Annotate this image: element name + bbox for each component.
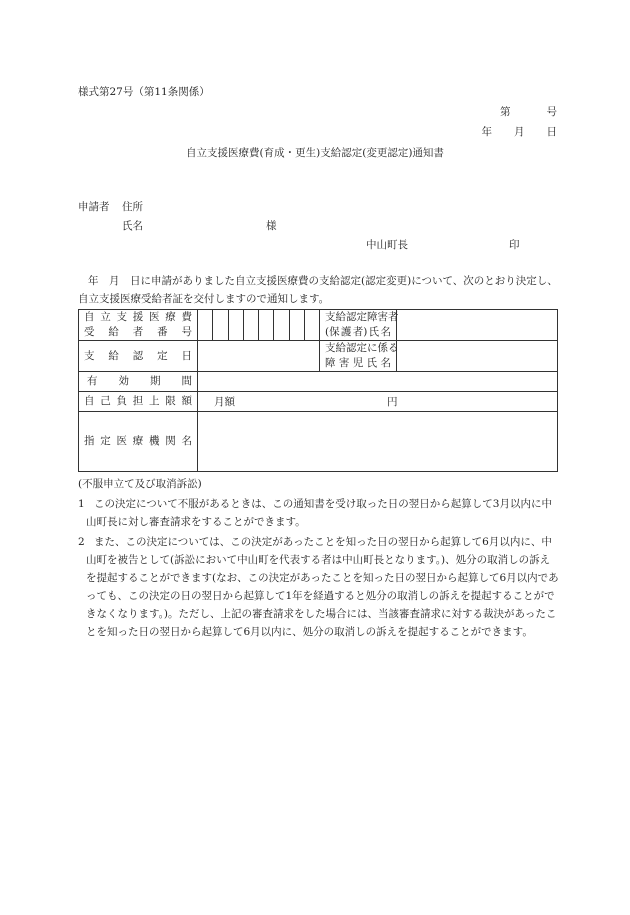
label-char: 給	[335, 311, 346, 323]
form-label: 様式第27号（第11条関係）	[78, 86, 210, 98]
appeal-item-2-number: 2	[78, 536, 85, 548]
digit-box[interactable]	[259, 310, 274, 340]
appeal-item-2-text: また、この決定については、この決定があったことを知った日の翌日から起算して6月以内に、中山町を被告として(訴訟において中山町を代表する者は中山町長となります。)、処分の取消しの訴えを提起することができます(なお、この決定があったことを知った日の翌日から起算して6月以内であっても、この決定の日の翌日から起算して1年を経過すると処分の取消しの訴えを提起することができなくなります。)。ただし、上記の審査請求をした場合には、当該審査請求に対する裁決があったことを知った日の翌日から起算して6月以内に、処分の取消しの訴えを提起することができます。	[86, 536, 559, 638]
label-char: 認	[346, 342, 357, 354]
designated-institution-label	[79, 412, 198, 472]
label-char: 認	[132, 349, 144, 362]
copay-limit-text	[79, 394, 197, 409]
label-char: 認	[346, 311, 357, 323]
label-char: 氏	[368, 326, 380, 338]
certification-date-label	[79, 341, 198, 372]
label-char: 定	[356, 342, 367, 354]
label-char: 費	[181, 311, 192, 323]
label-char: 支	[116, 311, 127, 323]
label-char: 給	[108, 326, 119, 338]
label-char: 護	[340, 326, 352, 338]
label-char: 負	[116, 395, 127, 407]
label-char: 医	[116, 435, 127, 447]
child-name-value[interactable]	[397, 341, 558, 372]
label-char: 指	[84, 435, 95, 447]
date-day: 日	[546, 126, 557, 138]
label-char: 害	[377, 311, 388, 323]
copay-limit-value[interactable]	[198, 392, 558, 412]
honorific-sama: 様	[266, 220, 277, 232]
label-char: 間	[181, 375, 192, 387]
label-char: 名	[181, 435, 192, 447]
label-char: 支	[84, 349, 95, 362]
label-char: 己	[100, 395, 111, 407]
label-char: 害	[338, 357, 350, 369]
seal-mark: 印	[509, 239, 520, 251]
child-name-line1	[320, 341, 399, 356]
monthly-label: 月額	[214, 396, 235, 408]
label-char: 給	[108, 349, 119, 362]
copay-limit-label	[79, 392, 198, 412]
recipient-number-label	[79, 310, 198, 341]
label-char: 関	[165, 435, 176, 447]
label-char: 療	[165, 311, 176, 323]
label-char: 日	[181, 349, 192, 362]
label-char: 援	[132, 311, 144, 323]
label-char: 有	[87, 375, 98, 387]
recipient-number-boxes[interactable]	[198, 310, 320, 341]
label-char: 額	[181, 395, 192, 407]
label-char: 障	[325, 357, 336, 369]
notice-body: 年 月 日に申請がありました自立支援医療費の支給認定(認定変更)について、次のとおり決定し、自立支援医療受給者証を交付しますので通知します。	[78, 275, 558, 305]
appeal-title: (不服申立て及び取消訴訟)	[78, 478, 202, 490]
label-char: 療	[132, 435, 144, 447]
address-label: 住所	[122, 201, 143, 213]
label-char: (保	[325, 326, 340, 338]
label-char: 支	[325, 311, 336, 323]
certified-person-line1	[320, 310, 399, 325]
certified-person-name-value[interactable]	[397, 310, 558, 341]
digit-box[interactable]	[305, 310, 319, 340]
date-month: 月	[514, 126, 525, 138]
label-char: 係	[377, 342, 388, 354]
label-char: 期	[150, 375, 161, 387]
label-char: 支	[325, 342, 336, 354]
validity-period-label	[79, 372, 198, 392]
validity-period-value[interactable]	[198, 372, 558, 392]
label-char: 立	[100, 311, 111, 323]
label-char: 定	[356, 311, 367, 323]
mayor-title: 中山町長	[366, 239, 408, 251]
name-label: 氏名	[122, 220, 143, 232]
appeal-item-1-number: 1	[78, 498, 85, 510]
certification-date-value[interactable]	[198, 341, 320, 372]
document-number	[500, 104, 557, 119]
label-char: 給	[335, 342, 346, 354]
label-char: 者	[388, 311, 399, 323]
page-title: 自立支援医療費(育成・更生)支給認定(変更認定)通知書	[186, 147, 444, 159]
label-char: 定	[100, 435, 111, 447]
label-char: 定	[157, 349, 168, 362]
recipient-number-line2	[79, 325, 197, 340]
label-char: 効	[118, 375, 129, 387]
label-char: 担	[132, 395, 144, 407]
designated-institution-value[interactable]	[198, 412, 558, 472]
certified-person-name-label	[320, 310, 397, 341]
label-char: 者	[132, 326, 144, 338]
label-char: 障	[367, 311, 378, 323]
label-char: 受	[84, 326, 95, 338]
child-name-line2	[320, 356, 396, 371]
yen-label: 円	[387, 396, 398, 408]
label-char: 名	[380, 357, 391, 369]
label-char: 児	[352, 357, 364, 369]
child-name-label	[320, 341, 397, 372]
digit-box[interactable]	[198, 310, 213, 340]
recipient-number-line1	[79, 310, 197, 325]
label-char: 番	[157, 326, 168, 338]
appeal-item-1-text: この決定について不服があるときは、この通知書を受け取った日の翌日から起算して3月以内に中山町長に対し審査請求をすることができます。	[86, 498, 552, 528]
date-year: 年	[481, 126, 492, 138]
label-char: に	[367, 342, 378, 354]
label-char: 号	[181, 326, 192, 338]
document-date	[482, 124, 558, 139]
number-go: 号	[546, 106, 557, 118]
number-dai: 第	[500, 106, 511, 118]
digit-box[interactable]	[274, 310, 289, 340]
label-char: 者)	[352, 326, 368, 338]
label-char: る	[388, 342, 399, 354]
appeal-item-1	[78, 495, 560, 531]
label-char: 医	[149, 311, 160, 323]
label-char: 上	[149, 395, 160, 407]
validity-period-text	[79, 374, 197, 389]
digit-box[interactable]	[290, 310, 305, 340]
label-char: 限	[165, 395, 176, 407]
label-char: 名	[380, 326, 391, 338]
digit-box[interactable]	[244, 310, 259, 340]
digit-box[interactable]	[213, 310, 228, 340]
label-char: 自	[84, 311, 95, 323]
digit-box[interactable]	[229, 310, 244, 340]
certified-person-line2	[320, 325, 396, 340]
designated-institution-text	[79, 434, 197, 449]
label-char: 氏	[366, 357, 378, 369]
applicant-label: 申請者	[78, 201, 110, 213]
label-char: 自	[84, 395, 95, 407]
certification-date-text	[79, 349, 197, 364]
certification-table	[78, 309, 558, 472]
label-char: 機	[149, 435, 160, 447]
appeal-item-2	[78, 533, 560, 641]
